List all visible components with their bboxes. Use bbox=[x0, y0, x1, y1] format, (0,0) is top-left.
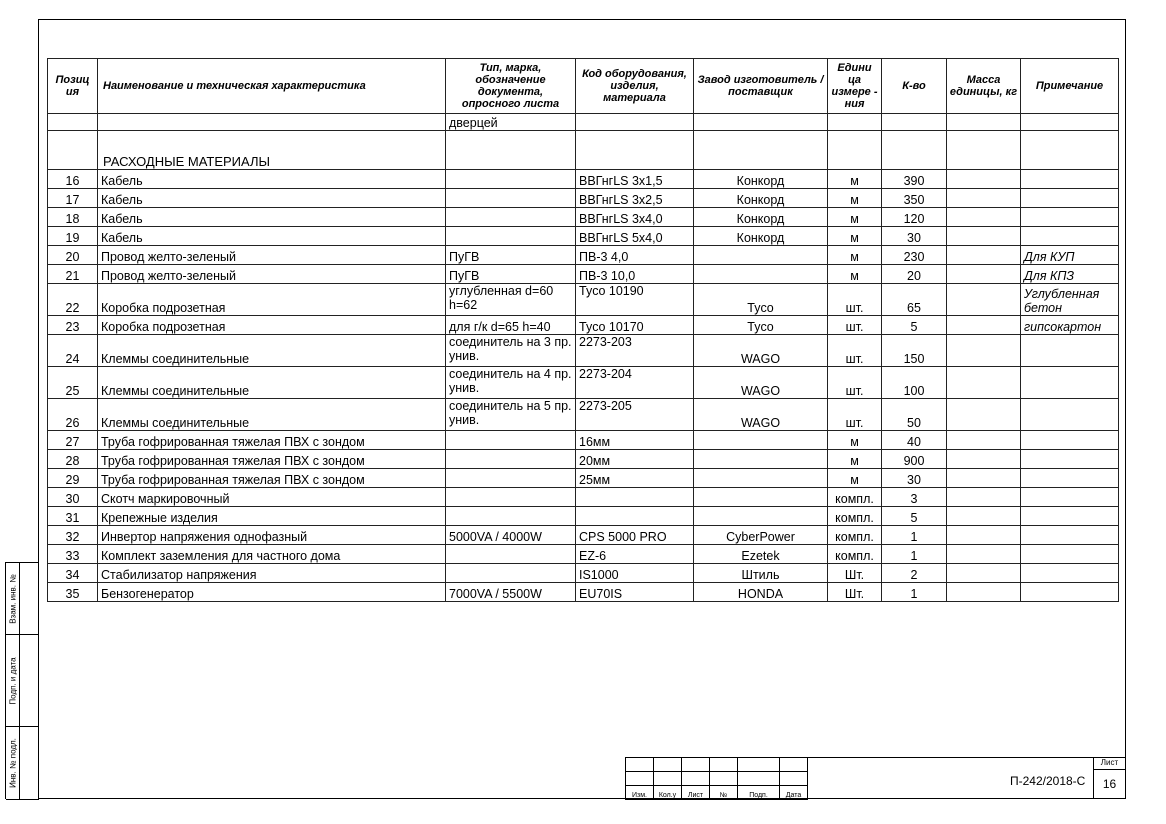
cell-unit-mass bbox=[947, 189, 1021, 208]
cell-code: EU70IS bbox=[576, 583, 694, 602]
cell-manufacturer: Конкорд bbox=[694, 208, 828, 227]
header-code: Код оборудования, изделия, материала bbox=[576, 59, 694, 114]
document-number: П-242/2018-С bbox=[1010, 774, 1086, 788]
table-row bbox=[48, 284, 1119, 316]
cell-code: 16мм bbox=[576, 431, 694, 450]
cell-note bbox=[1021, 227, 1119, 246]
side-stamp-replacement bbox=[6, 563, 39, 635]
title-block bbox=[625, 757, 1125, 799]
table-row bbox=[48, 246, 1119, 265]
cell-unit: компл. bbox=[828, 488, 882, 507]
cell-unit-mass bbox=[947, 170, 1021, 189]
cell-manufacturer: WAGO bbox=[694, 399, 828, 431]
cell-note bbox=[1021, 488, 1119, 507]
cell-position: 31 bbox=[48, 507, 98, 526]
cell-position: 26 bbox=[48, 399, 98, 431]
cell-unit-mass bbox=[947, 526, 1021, 545]
side-stamp-inventory bbox=[6, 727, 39, 800]
cell-quantity: 65 bbox=[882, 284, 947, 316]
cell-unit: шт. bbox=[828, 284, 882, 316]
cell-code: 2273-204 bbox=[576, 367, 694, 399]
cell-unit-mass bbox=[947, 564, 1021, 583]
cell-type bbox=[446, 469, 576, 488]
cell-note: гипсокартон bbox=[1021, 316, 1119, 335]
cell-unit-mass bbox=[947, 488, 1021, 507]
cell-name: Провод желто-зеленый bbox=[98, 246, 446, 265]
sheet-label: Лист bbox=[1093, 757, 1125, 770]
cell-name: Кабель bbox=[98, 170, 446, 189]
cell-name: Комплект заземления для частного дома bbox=[98, 545, 446, 564]
cell-unit: м bbox=[828, 189, 882, 208]
table-row bbox=[48, 227, 1119, 246]
cell-type bbox=[446, 189, 576, 208]
cell-unit: м bbox=[828, 170, 882, 189]
cell-unit-mass bbox=[947, 450, 1021, 469]
table-row bbox=[48, 335, 1119, 367]
table-row bbox=[48, 450, 1119, 469]
header-manufacturer: Завод изготовитель / поставщик bbox=[694, 59, 828, 114]
cell-position: 24 bbox=[48, 335, 98, 367]
cell-unit-mass bbox=[947, 265, 1021, 284]
header-unit: Едини ца измере - ния bbox=[828, 59, 882, 114]
cell-manufacturer: WAGO bbox=[694, 335, 828, 367]
cell-type: ПуГВ bbox=[446, 246, 576, 265]
sheet-number: 16 bbox=[1093, 769, 1125, 799]
cell-unit: м bbox=[828, 208, 882, 227]
cell-quantity: 30 bbox=[882, 227, 947, 246]
cell-unit: шт. bbox=[828, 335, 882, 367]
cell-position: 21 bbox=[48, 265, 98, 284]
cell-manufacturer: Штиль bbox=[694, 564, 828, 583]
cell-quantity: 40 bbox=[882, 431, 947, 450]
cell-manufacturer bbox=[694, 488, 828, 507]
cell-position: 32 bbox=[48, 526, 98, 545]
cell-manufacturer bbox=[694, 450, 828, 469]
cell-unit: Шт. bbox=[828, 564, 882, 583]
cell-unit-mass bbox=[947, 545, 1021, 564]
cell-note: Для КУП bbox=[1021, 246, 1119, 265]
cell-position: 25 bbox=[48, 367, 98, 399]
cell-type: углубленная d=60 h=62 bbox=[446, 284, 576, 316]
cell-manufacturer: Tyco bbox=[694, 284, 828, 316]
cell-type bbox=[446, 564, 576, 583]
cell-name: Крепежные изделия bbox=[98, 507, 446, 526]
cell-unit: компл. bbox=[828, 526, 882, 545]
cell-unit: Шт. bbox=[828, 583, 882, 602]
cell-note bbox=[1021, 399, 1119, 431]
cell-type bbox=[446, 450, 576, 469]
side-stamp-signature bbox=[6, 635, 39, 727]
col-count: Кол.у bbox=[654, 786, 682, 800]
cell-name: Труба гофрированная тяжелая ПВХ с зондом bbox=[98, 431, 446, 450]
cell-code: IS1000 bbox=[576, 564, 694, 583]
cell-quantity: 1 bbox=[882, 526, 947, 545]
cell-unit: м bbox=[828, 227, 882, 246]
cell-unit: компл. bbox=[828, 507, 882, 526]
cell-unit-mass bbox=[947, 583, 1021, 602]
cell-quantity: 100 bbox=[882, 367, 947, 399]
cell-quantity: 30 bbox=[882, 469, 947, 488]
cell-name: Скотч маркировочный bbox=[98, 488, 446, 507]
col-change: Изм. bbox=[626, 786, 654, 800]
side-label-replacement: Взам. инв. № bbox=[8, 573, 17, 624]
cell-manufacturer: Конкорд bbox=[694, 227, 828, 246]
cell-note bbox=[1021, 450, 1119, 469]
cell-position: 30 bbox=[48, 488, 98, 507]
cell-unit-mass bbox=[947, 335, 1021, 367]
cell-type bbox=[446, 545, 576, 564]
col-number: № bbox=[710, 786, 738, 800]
cell-position: 22 bbox=[48, 284, 98, 316]
cell-position: 19 bbox=[48, 227, 98, 246]
cell-quantity: 230 bbox=[882, 246, 947, 265]
cell-position: 29 bbox=[48, 469, 98, 488]
cell-manufacturer bbox=[694, 469, 828, 488]
table-row bbox=[48, 316, 1119, 335]
cell-name: Коробка подрозетная bbox=[98, 316, 446, 335]
cell-manufacturer bbox=[694, 507, 828, 526]
col-date: Дата bbox=[780, 786, 808, 800]
cell-quantity: 350 bbox=[882, 189, 947, 208]
cell-code: 20мм bbox=[576, 450, 694, 469]
cell-position: 23 bbox=[48, 316, 98, 335]
side-label-signature: Подп. и дата bbox=[8, 656, 17, 705]
cell-unit: м bbox=[828, 431, 882, 450]
section-title: РАСХОДНЫЕ МАТЕРИАЛЫ bbox=[98, 131, 446, 170]
cell-position: 35 bbox=[48, 583, 98, 602]
table-row bbox=[48, 265, 1119, 284]
cell-unit: м bbox=[828, 246, 882, 265]
cell-note bbox=[1021, 367, 1119, 399]
cell-unit: шт. bbox=[828, 316, 882, 335]
continuation-row bbox=[48, 114, 1119, 131]
cell-code: ВВГнгLS 3х1,5 bbox=[576, 170, 694, 189]
cell-unit: компл. bbox=[828, 545, 882, 564]
cell-manufacturer: Конкорд bbox=[694, 189, 828, 208]
cell-quantity: 1 bbox=[882, 545, 947, 564]
cell-position: 20 bbox=[48, 246, 98, 265]
cell-position: 28 bbox=[48, 450, 98, 469]
cell-unit-mass bbox=[947, 316, 1021, 335]
cell-note bbox=[1021, 335, 1119, 367]
side-label-inventory: Инв. № подл. bbox=[8, 738, 17, 788]
specification-table bbox=[47, 58, 1119, 602]
cell-code bbox=[576, 507, 694, 526]
cell-type: 7000VA / 5500W bbox=[446, 583, 576, 602]
table-row bbox=[48, 431, 1119, 450]
table-header-row bbox=[48, 59, 1119, 114]
header-note: Примечание bbox=[1021, 59, 1119, 114]
cell-quantity: 2 bbox=[882, 564, 947, 583]
cell-quantity: 5 bbox=[882, 507, 947, 526]
table-row bbox=[48, 526, 1119, 545]
table-row bbox=[48, 583, 1119, 602]
cell-unit-mass bbox=[947, 469, 1021, 488]
cell-name: Кабель bbox=[98, 189, 446, 208]
cell-unit: м bbox=[828, 265, 882, 284]
cell-type: для г/к d=65 h=40 bbox=[446, 316, 576, 335]
cell-unit-mass bbox=[947, 399, 1021, 431]
cell-unit-mass bbox=[947, 431, 1021, 450]
cell-manufacturer: Конкорд bbox=[694, 170, 828, 189]
side-stamp bbox=[5, 562, 38, 799]
cell-name: Провод желто-зеленый bbox=[98, 265, 446, 284]
cell-note bbox=[1021, 189, 1119, 208]
cell-unit-mass bbox=[947, 246, 1021, 265]
cell-code: ПВ-3 4,0 bbox=[576, 246, 694, 265]
cell-note bbox=[1021, 507, 1119, 526]
cell-code: Tyco 10190 bbox=[576, 284, 694, 316]
header-position: Позиц ия bbox=[48, 59, 98, 114]
cell-name: Кабель bbox=[98, 227, 446, 246]
cell-position: 27 bbox=[48, 431, 98, 450]
cell-code: ВВГнгLS 5х4,0 bbox=[576, 227, 694, 246]
cell-note: Для КПЗ bbox=[1021, 265, 1119, 284]
cell-name: Инвертор напряжения однофазный bbox=[98, 526, 446, 545]
cell-unit: шт. bbox=[828, 367, 882, 399]
table-row bbox=[48, 367, 1119, 399]
cell-unit-mass bbox=[947, 284, 1021, 316]
header-type: Тип, марка, обозначение документа, опросного листа bbox=[446, 59, 576, 114]
cell-name: Бензогенератор bbox=[98, 583, 446, 602]
cell-position: 34 bbox=[48, 564, 98, 583]
cell-code: EZ-6 bbox=[576, 545, 694, 564]
cell-type: соединитель на 3 пр. унив. bbox=[446, 335, 576, 367]
revision-grid bbox=[625, 757, 808, 800]
cell-note bbox=[1021, 170, 1119, 189]
cell-manufacturer: Ezetek bbox=[694, 545, 828, 564]
cell-code: 2273-205 bbox=[576, 399, 694, 431]
cell-unit: м bbox=[828, 450, 882, 469]
col-signature: Подп. bbox=[738, 786, 780, 800]
cell-quantity: 120 bbox=[882, 208, 947, 227]
cell-code: 2273-203 bbox=[576, 335, 694, 367]
cell-position: 17 bbox=[48, 189, 98, 208]
cell-manufacturer bbox=[694, 246, 828, 265]
cell-quantity: 20 bbox=[882, 265, 947, 284]
cell-code: Tyco 10170 bbox=[576, 316, 694, 335]
cell-code: CPS 5000 PRO bbox=[576, 526, 694, 545]
cell-type: соединитель на 4 пр. унив. bbox=[446, 367, 576, 399]
cell-unit-mass bbox=[947, 227, 1021, 246]
cell-name: Клеммы соединительные bbox=[98, 367, 446, 399]
cell-code: ПВ-3 10,0 bbox=[576, 265, 694, 284]
cell-code bbox=[576, 488, 694, 507]
cell-name: Труба гофрированная тяжелая ПВХ с зондом bbox=[98, 469, 446, 488]
cell-name: Кабель bbox=[98, 208, 446, 227]
cell-code: 25мм bbox=[576, 469, 694, 488]
cell-type bbox=[446, 488, 576, 507]
cell-type: ПуГВ bbox=[446, 265, 576, 284]
cell-unit-mass bbox=[947, 208, 1021, 227]
cell-type bbox=[446, 431, 576, 450]
cell-note bbox=[1021, 583, 1119, 602]
cell-note bbox=[1021, 545, 1119, 564]
cell-type bbox=[446, 170, 576, 189]
header-unit-mass: Масса единицы, кг bbox=[947, 59, 1021, 114]
table-row bbox=[48, 208, 1119, 227]
cell-note bbox=[1021, 431, 1119, 450]
header-quantity: К-во bbox=[882, 59, 947, 114]
cell-type bbox=[446, 227, 576, 246]
cell-quantity: 1 bbox=[882, 583, 947, 602]
cell-note bbox=[1021, 208, 1119, 227]
cell-name: Клеммы соединительные bbox=[98, 399, 446, 431]
cell-quantity: 3 bbox=[882, 488, 947, 507]
table-row bbox=[48, 170, 1119, 189]
cell-name: Коробка подрозетная bbox=[98, 284, 446, 316]
cell-unit-mass bbox=[947, 507, 1021, 526]
table-row bbox=[48, 399, 1119, 431]
cell-manufacturer: CyberPower bbox=[694, 526, 828, 545]
table-row bbox=[48, 507, 1119, 526]
col-sheet: Лист bbox=[682, 786, 710, 800]
cell-note bbox=[1021, 469, 1119, 488]
cell-unit: шт. bbox=[828, 399, 882, 431]
cell-name: Стабилизатор напряжения bbox=[98, 564, 446, 583]
cell-type: соединитель на 5 пр. унив. bbox=[446, 399, 576, 431]
cell-unit-mass bbox=[947, 367, 1021, 399]
cell-manufacturer: HONDA bbox=[694, 583, 828, 602]
cell-type bbox=[446, 208, 576, 227]
cell-type bbox=[446, 507, 576, 526]
cell-quantity: 50 bbox=[882, 399, 947, 431]
cell-position: 16 bbox=[48, 170, 98, 189]
cell-note: Углубленная бетон bbox=[1021, 284, 1119, 316]
cell-code: ВВГнгLS 3х2,5 bbox=[576, 189, 694, 208]
cell-name: Клеммы соединительные bbox=[98, 335, 446, 367]
cell-position: 18 bbox=[48, 208, 98, 227]
section-row bbox=[48, 131, 1119, 170]
cell-unit: м bbox=[828, 469, 882, 488]
cell-manufacturer bbox=[694, 431, 828, 450]
cell-type: 5000VA / 4000W bbox=[446, 526, 576, 545]
cell-position: 33 bbox=[48, 545, 98, 564]
cell-name: Труба гофрированная тяжелая ПВХ с зондом bbox=[98, 450, 446, 469]
cell-code: ВВГнгLS 3х4,0 bbox=[576, 208, 694, 227]
cell-manufacturer: Tyco bbox=[694, 316, 828, 335]
table-row bbox=[48, 189, 1119, 208]
cell-note bbox=[1021, 526, 1119, 545]
table-row bbox=[48, 469, 1119, 488]
cell-quantity: 5 bbox=[882, 316, 947, 335]
continuation-type: дверцей bbox=[446, 114, 576, 131]
table-row bbox=[48, 488, 1119, 507]
table-row bbox=[48, 564, 1119, 583]
table-row bbox=[48, 545, 1119, 564]
cell-quantity: 900 bbox=[882, 450, 947, 469]
cell-manufacturer: WAGO bbox=[694, 367, 828, 399]
header-name: Наименование и техническая характеристика bbox=[98, 59, 446, 114]
cell-quantity: 150 bbox=[882, 335, 947, 367]
cell-note bbox=[1021, 564, 1119, 583]
cell-quantity: 390 bbox=[882, 170, 947, 189]
cell-manufacturer bbox=[694, 265, 828, 284]
